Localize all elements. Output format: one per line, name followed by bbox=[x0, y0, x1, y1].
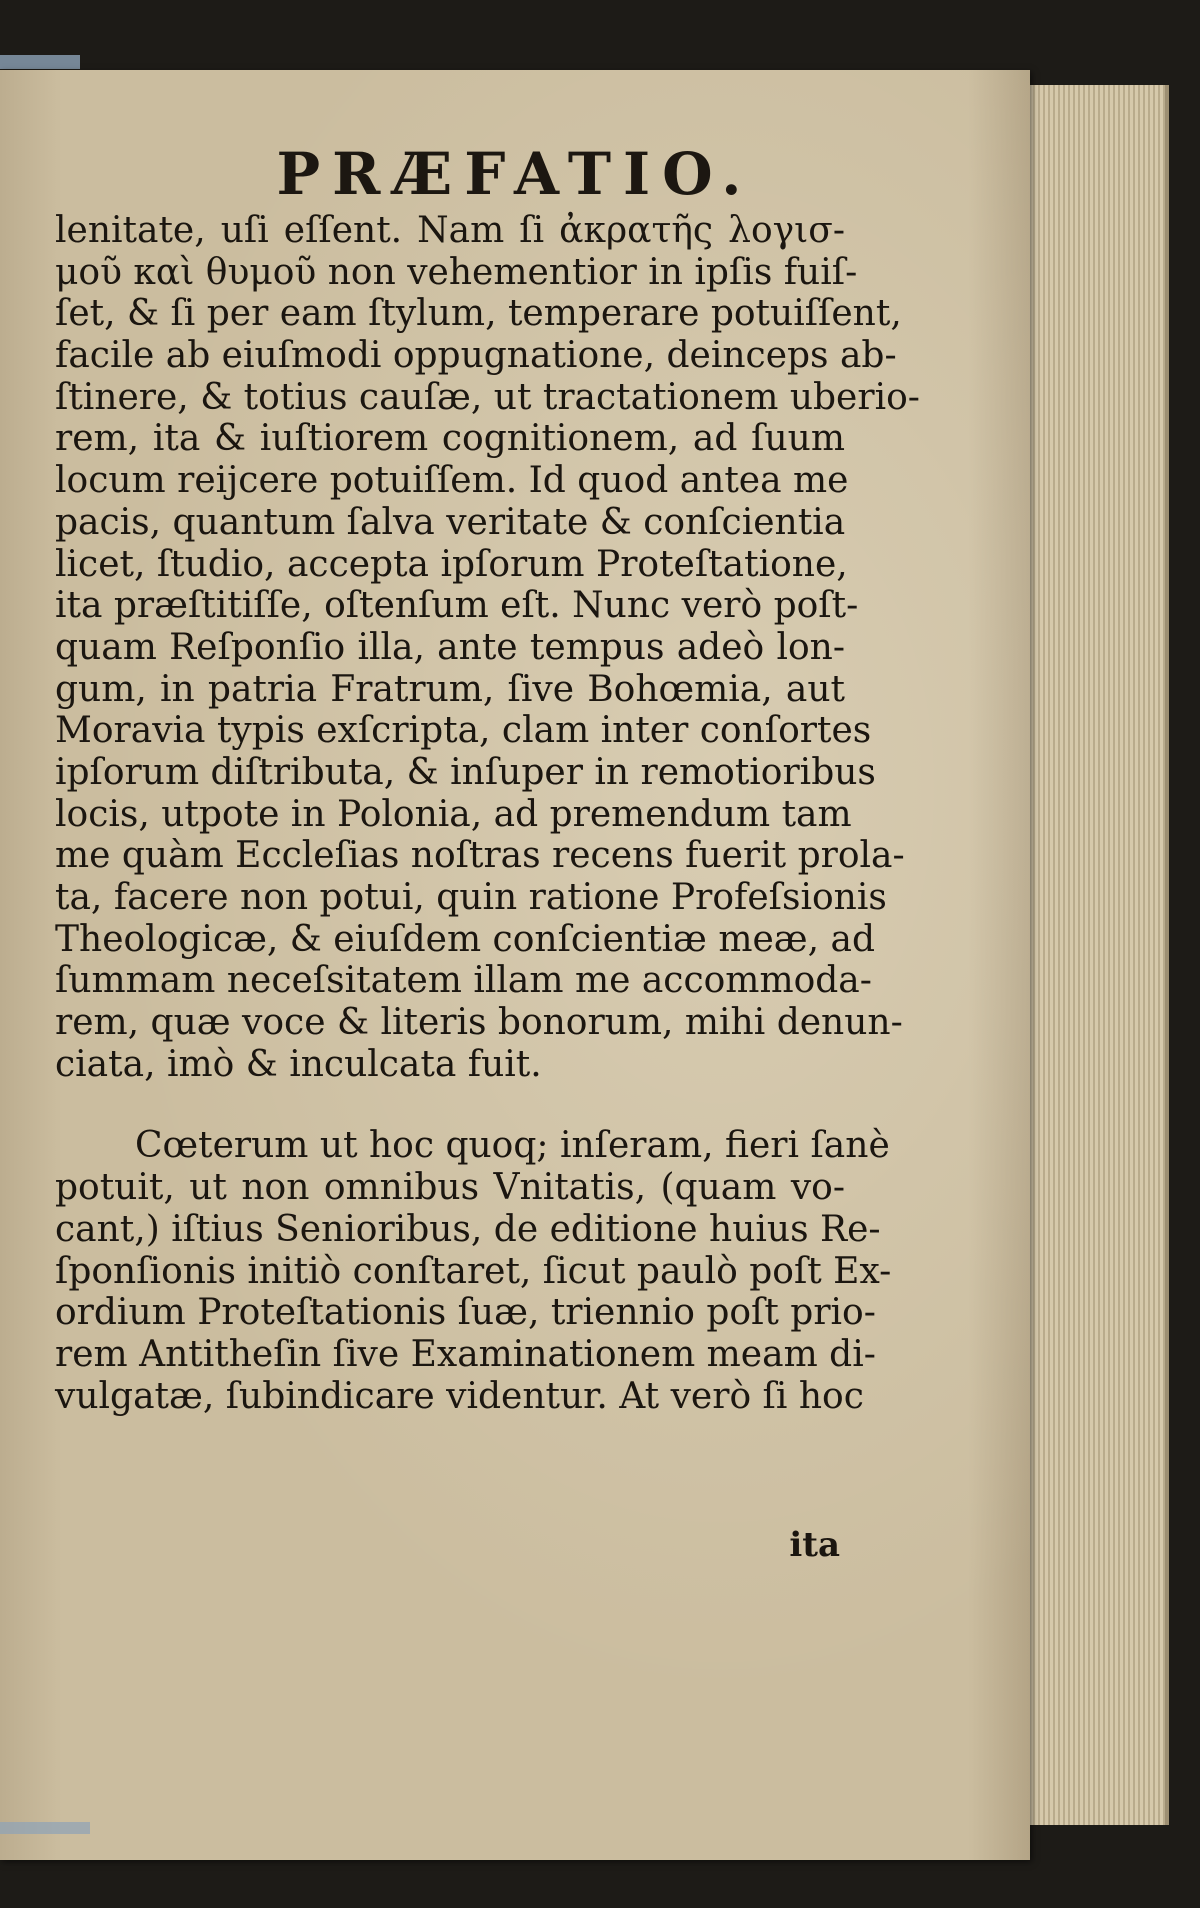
text-line: potuit, ut non omnibus Vnitatis, (quam vo- bbox=[55, 1167, 845, 1209]
text-line: facile ab eiuſmodi oppugnatione, deinceps ab- bbox=[55, 335, 897, 377]
text-line: cant,) iſtius Senioribus, de editione huius Re- bbox=[55, 1208, 881, 1250]
text-line: locum reijcere potuiſſem. Id quod antea me bbox=[55, 460, 849, 502]
text-line: Moravia typis exſcripta, clam inter conſortes bbox=[55, 710, 872, 752]
text-line: rem, ita & iuſtiorem cognitionem, ad ſuum bbox=[55, 418, 845, 460]
page-heading: PRÆFATIO. bbox=[276, 140, 754, 208]
text-line: locis, utpote in Polonia, ad premendum tam bbox=[55, 793, 852, 835]
text-line: licet, ſtudio, accepta ipſorum Proteſtatione, bbox=[55, 543, 848, 585]
spine-cloth-top bbox=[0, 55, 80, 69]
paragraph-gap bbox=[55, 1085, 845, 1125]
text-line: ſet, & ſi per eam ſtylum, temperare potuiſſent, bbox=[55, 293, 902, 335]
page-edges bbox=[1025, 85, 1169, 1825]
text-line: ta, facere non potui, quin ratione Profeſsionis bbox=[55, 877, 887, 918]
text-line: ita præſtitiſſe, oſtenſum eſt. Nunc verò poſt- bbox=[55, 585, 859, 627]
text-line: ipſorum diſtributa, & inſuper in remotioribus bbox=[55, 751, 876, 793]
text-line: vulgatæ, ſubindicare videntur. At verò ſi hoc bbox=[55, 1375, 864, 1417]
text-line: lenitate, uſi eſſent. Nam ſi ἀκρατῆς λογισ- bbox=[55, 210, 845, 251]
text-line: ſummam neceſsitatem illam me accommoda- bbox=[55, 960, 872, 1002]
catchword: ita bbox=[789, 1525, 840, 1565]
text-line: ſponſionis initiò conſtaret, ſicut paulò poſt Ex- bbox=[55, 1250, 892, 1292]
text-line: me quàm Eccleſias noſtras recens fuerit prola- bbox=[55, 835, 905, 877]
text-line: ciata, imò & inculcata fuit. bbox=[55, 1043, 542, 1085]
text-line: ſtinere, & totius cauſæ, ut tractationem uberio- bbox=[55, 376, 920, 418]
body-text bbox=[55, 210, 920, 1417]
paragraph-1 bbox=[55, 210, 920, 1085]
text-line: quam Reſponſio illa, ante tempus adeò lon- bbox=[55, 626, 845, 668]
text-line: rem Antitheſin ſive Examinationem meam di- bbox=[55, 1333, 876, 1375]
text-line: ordium Proteſtationis ſuæ, triennio poſt prio- bbox=[55, 1292, 876, 1334]
spine-cloth-bottom bbox=[0, 1822, 90, 1834]
text-line: Cœterum ut hoc quoq; inſeram, fieri ſanè bbox=[135, 1125, 890, 1167]
text-line: Theologicæ, & eiuſdem conſcientiæ meæ, ad bbox=[55, 918, 876, 960]
text-line: rem, quæ voce & literis bonorum, mihi denun- bbox=[55, 1002, 903, 1044]
text-line: μοῦ καὶ θυμοῦ non vehementior in ipſis fuiſ- bbox=[55, 251, 858, 293]
paragraph-2 bbox=[55, 1125, 892, 1417]
text-line: gum, in patria Fratrum, ſive Bohœmia, aut bbox=[55, 668, 845, 710]
text-line: pacis, quantum ſalva veritate & conſcientia bbox=[55, 501, 846, 543]
